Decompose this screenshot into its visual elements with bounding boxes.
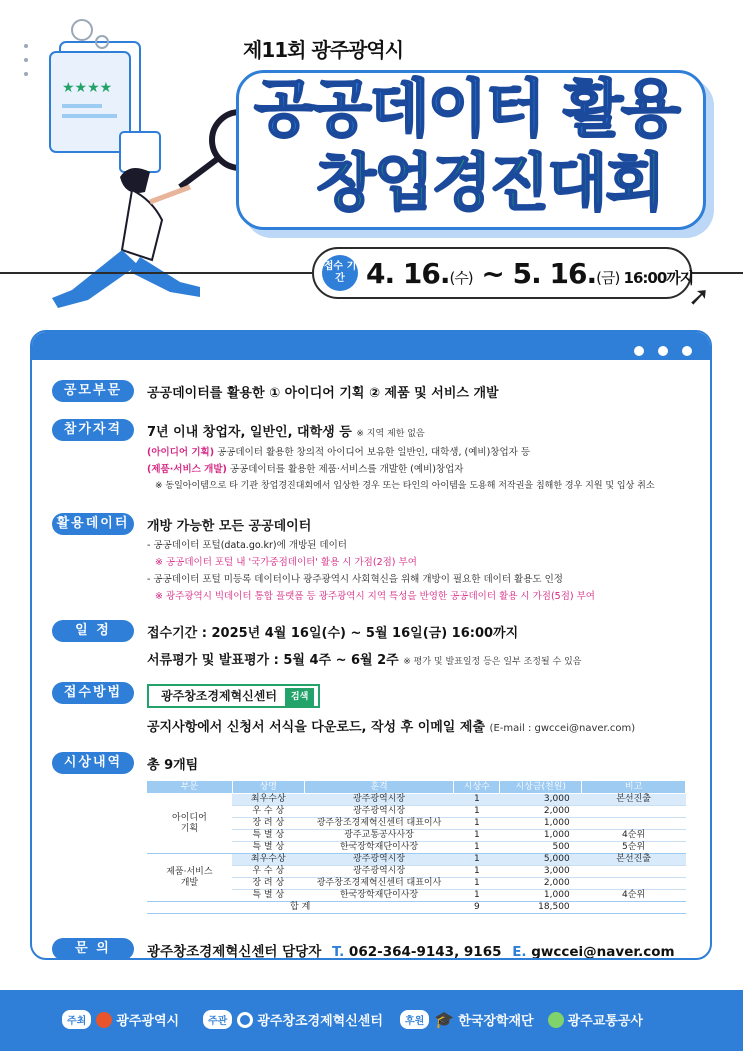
cell-rank: 광주교통공사사장 bbox=[304, 830, 454, 842]
category-content bbox=[147, 382, 707, 401]
contact-org: 광주창조경제혁신센터 담당자 bbox=[147, 944, 322, 960]
host-name: 광주광역시 bbox=[116, 1014, 180, 1029]
sponsor-tag: 후원 bbox=[400, 1010, 429, 1029]
data-line2: - 공공데이터 포털 미등록 데이터이나 광주광역시 사회혁신을 위해 개방이 필요한 데이터 활용도 인정 bbox=[147, 574, 563, 585]
schedule-content bbox=[147, 622, 707, 668]
product-tag: (제품·서비스 개발) bbox=[147, 464, 227, 475]
data-main: 개방 가능한 모든 공공데이터 bbox=[147, 519, 312, 534]
cell-remark: 4순위 bbox=[582, 890, 686, 902]
organizer-name: 광주창조경제혁신센터 bbox=[257, 1014, 383, 1029]
title-panel bbox=[236, 70, 706, 240]
product-text: 공공데이터를 활용한 제품·서비스를 개발한 (예비)창업자 bbox=[226, 464, 464, 475]
awards-main: 총 9개팀 bbox=[147, 758, 199, 773]
cell-rank: 한국장학재단이사장 bbox=[304, 842, 454, 854]
cell-amount: 2,000 bbox=[500, 806, 582, 818]
schedule-line1: 접수기간 : 2025년 4월 16일(수) ~ 5월 16일(금) 16:00까지 bbox=[147, 626, 519, 641]
cell-award: 특 별 상 bbox=[232, 842, 304, 854]
apply-text bbox=[147, 716, 707, 735]
period-right-line bbox=[692, 272, 743, 274]
cell-award: 최우수상 bbox=[232, 854, 304, 866]
window-dots bbox=[620, 341, 692, 360]
period-start-dow: (수) bbox=[449, 269, 473, 287]
data-line1-note: ※ 공공데이터 포털 내 '국가중점데이터' 활용 시 가점(2점) 부여 bbox=[155, 557, 417, 568]
cell-count: 1 bbox=[454, 878, 500, 890]
cell-count: 1 bbox=[454, 806, 500, 818]
schedule-line2-text: 서류평가 및 발표평가 : 5월 4주 ~ 6월 2주 bbox=[147, 653, 399, 668]
label-data: 활용데이터 bbox=[52, 513, 134, 535]
cell-rank: 광주광역시장 bbox=[304, 866, 454, 878]
search-box[interactable] bbox=[147, 684, 320, 708]
awards-table bbox=[146, 780, 686, 914]
cell-count: 1 bbox=[454, 794, 500, 806]
cell-remark: 4순위 bbox=[582, 830, 686, 842]
cell-award: 우 수 상 bbox=[232, 866, 304, 878]
total-amount: 18,500 bbox=[500, 902, 582, 914]
cell-amount: 1,000 bbox=[500, 890, 582, 902]
cell-award: 특 별 상 bbox=[232, 890, 304, 902]
dot-icon bbox=[634, 346, 644, 356]
data-line1: - 공공데이터 포털(data.go.kr)에 개방된 데이터 bbox=[147, 540, 347, 551]
cell-rank: 광주창조경제혁신센터 대표이사 bbox=[304, 878, 454, 890]
ccei-logo-icon bbox=[237, 1012, 253, 1028]
th-remark: 비고 bbox=[582, 781, 686, 794]
data-line2-note: ※ 광주광역시 빅데이터 통합 플랫폼 등 광주광역시 지역 특성을 반영한 공공데이터 활용 시 가점(5점) 부여 bbox=[155, 591, 595, 602]
period-text bbox=[366, 257, 693, 290]
title-line-1: 공공데이터 활용 bbox=[254, 72, 679, 145]
table-total-row bbox=[147, 902, 686, 914]
label-schedule: 일 정 bbox=[52, 620, 134, 642]
period-left-line bbox=[0, 272, 312, 274]
total-count: 9 bbox=[454, 902, 500, 914]
period-badge: 접수 기간 bbox=[322, 255, 358, 291]
dot-icon bbox=[682, 346, 692, 356]
cell-amount: 1,000 bbox=[500, 830, 582, 842]
eligibility-idea bbox=[147, 444, 707, 461]
info-card bbox=[30, 330, 712, 960]
eligibility-content bbox=[147, 421, 707, 495]
period-end-dow: (금) bbox=[596, 269, 620, 287]
period-end: 5. 16. bbox=[512, 257, 597, 290]
category-text: 공공데이터를 활용한 ① 아이디어 기획 ② 제품 및 서비스 개발 bbox=[147, 386, 499, 401]
eligibility-warning: ※ 동일아이템으로 타 기관 창업경진대회에서 입상한 경우 또는 타인의 아이템을 도용해 저작권을 침해한 경우 지원 및 입상 취소 bbox=[155, 481, 655, 491]
th-category: 부문 bbox=[147, 781, 233, 794]
total-label: 합 계 bbox=[147, 902, 454, 914]
label-contact: 문 의 bbox=[52, 938, 134, 960]
gwangju-metro-logo-icon bbox=[548, 1012, 564, 1028]
apply-text-main: 공지사항에서 신청서 서식을 다운로드, 작성 후 이메일 제출 bbox=[147, 720, 486, 735]
cell-remark bbox=[582, 818, 686, 830]
application-period-pill bbox=[312, 247, 692, 299]
th-amount: 시상금(천원) bbox=[500, 781, 582, 794]
label-eligibility: 참가자격 bbox=[52, 419, 134, 441]
cell-rank: 광주광역시장 bbox=[304, 854, 454, 866]
cell-remark: 본선진출 bbox=[582, 854, 686, 866]
email-label: E. bbox=[512, 944, 527, 960]
woman-magnifier-illustration bbox=[20, 12, 250, 312]
cell-count: 1 bbox=[454, 818, 500, 830]
label-category: 공모부문 bbox=[52, 380, 134, 402]
group-idea: 아이디어 기획 bbox=[147, 794, 233, 854]
cell-award: 장 려 상 bbox=[232, 818, 304, 830]
period-start: 4. 16. bbox=[366, 257, 450, 290]
cell-count: 1 bbox=[454, 830, 500, 842]
sponsor1-name: 한국장학재단 bbox=[458, 1014, 534, 1029]
cell-amount: 3,000 bbox=[500, 866, 582, 878]
awards-content bbox=[147, 754, 707, 773]
cell-award: 최우수상 bbox=[232, 794, 304, 806]
eligibility-note: ※ 지역 제한 없음 bbox=[356, 429, 425, 439]
cell-rank: 한국장학재단이사장 bbox=[304, 890, 454, 902]
awards-table-header bbox=[147, 781, 686, 794]
card-title-bar bbox=[32, 332, 710, 360]
title-line-2: 창업경진대회 bbox=[316, 146, 664, 219]
sponsor2-name: 광주교통공사 bbox=[567, 1014, 643, 1029]
cell-remark bbox=[582, 866, 686, 878]
cell-award: 특 별 상 bbox=[232, 830, 304, 842]
footer-organizer bbox=[203, 1010, 383, 1029]
cell-count: 1 bbox=[454, 866, 500, 878]
competition-edition: 제11회 광주광역시 bbox=[243, 38, 404, 62]
period-sep: ~ bbox=[472, 257, 513, 290]
graduation-cap-icon: 🎓 bbox=[434, 1010, 455, 1029]
eligibility-product bbox=[147, 461, 707, 478]
cell-remark: 본선진출 bbox=[582, 794, 686, 806]
cell-remark bbox=[582, 806, 686, 818]
cell-amount: 2,000 bbox=[500, 878, 582, 890]
schedule-line2 bbox=[147, 649, 707, 668]
table-row bbox=[147, 794, 686, 806]
group-product: 제품·서비스 개발 bbox=[147, 854, 233, 902]
cell-amount: 500 bbox=[500, 842, 582, 854]
cell-amount: 5,000 bbox=[500, 854, 582, 866]
footer-sponsor bbox=[400, 1010, 643, 1029]
cell-amount: 1,000 bbox=[500, 818, 582, 830]
cell-award: 장 려 상 bbox=[232, 878, 304, 890]
search-button[interactable]: 검색 bbox=[285, 688, 314, 706]
cell-rank: 광주광역시장 bbox=[304, 806, 454, 818]
cell-count: 1 bbox=[454, 890, 500, 902]
cell-rank: 광주광역시장 bbox=[304, 794, 454, 806]
eligibility-main-text: 7년 이내 창업자, 일반인, 대학생 등 bbox=[147, 425, 352, 440]
th-award: 상명 bbox=[232, 781, 304, 794]
cell-remark: 5순위 bbox=[582, 842, 686, 854]
contact-content bbox=[147, 940, 707, 960]
host-tag: 주최 bbox=[62, 1010, 91, 1029]
cell-count: 1 bbox=[454, 854, 500, 866]
dot-icon bbox=[658, 346, 668, 356]
tel-label: T. bbox=[331, 944, 345, 960]
period-time: 16:00까지 bbox=[619, 269, 694, 287]
cursor-arrow-icon: ➚ bbox=[688, 282, 710, 312]
gwangju-city-logo-icon bbox=[96, 1012, 112, 1028]
cell-rank: 광주창조경제혁신센터 대표이사 bbox=[304, 818, 454, 830]
apply-email-note: (E-mail : gwccei@naver.com) bbox=[489, 723, 636, 734]
th-count: 시상수 bbox=[454, 781, 500, 794]
sponsor-footer bbox=[0, 990, 743, 1051]
poster-header bbox=[0, 0, 743, 330]
cell-amount: 3,000 bbox=[500, 794, 582, 806]
idea-text: 공공데이터 활용한 창의적 아이디어 보유한 일반인, 대학생, (예비)창업자 등 bbox=[214, 447, 531, 458]
eligibility-main bbox=[147, 421, 707, 440]
idea-tag: (아이디어 기획) bbox=[147, 447, 215, 458]
table-row bbox=[147, 854, 686, 866]
contact-text bbox=[147, 940, 707, 960]
data-content bbox=[147, 515, 707, 605]
organizer-tag: 주관 bbox=[203, 1010, 232, 1029]
apply-content bbox=[147, 684, 707, 735]
search-query: 광주창조경제혁신센터 bbox=[161, 689, 277, 703]
label-apply: 접수방법 bbox=[52, 682, 134, 704]
contact-email[interactable]: gwccei@naver.com bbox=[526, 944, 675, 960]
cell-remark bbox=[582, 878, 686, 890]
schedule-note: ※ 평가 및 발표일정 등은 일부 조정될 수 있음 bbox=[403, 657, 582, 667]
label-awards: 시상내역 bbox=[52, 752, 134, 774]
cell-count: 1 bbox=[454, 842, 500, 854]
th-rank: 훈격 bbox=[304, 781, 454, 794]
cell-award: 우 수 상 bbox=[232, 806, 304, 818]
footer-host bbox=[62, 1010, 179, 1029]
svg-text:★★★★: ★★★★ bbox=[62, 80, 113, 96]
contact-tel[interactable]: 062-364-9143, 9165 bbox=[344, 944, 502, 960]
total-remark bbox=[582, 902, 686, 914]
